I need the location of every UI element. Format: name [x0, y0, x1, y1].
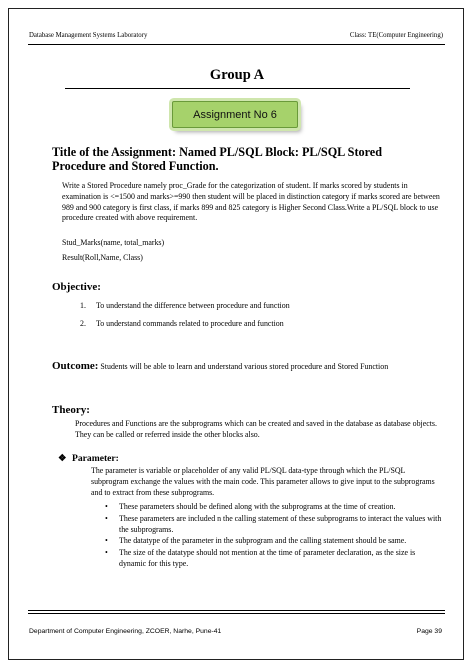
- list-item-text: The size of the datatype should not mention at the time of parameter declaration, as the size is dynamic for this type.: [119, 548, 416, 568]
- parameter-bullet-list: [102, 502, 442, 571]
- group-title: Group A: [209, 67, 265, 83]
- diamond-bullet-icon: ❖: [58, 453, 67, 464]
- objective-text: To understand commands related to procedure and function: [96, 319, 284, 328]
- table-result: Result(Roll,Name, Class): [62, 253, 143, 262]
- list-item: [102, 536, 442, 547]
- parameter-heading: Parameter:: [72, 453, 119, 464]
- objective-list: [80, 300, 440, 336]
- group-underline: [65, 88, 410, 89]
- header-lab-name: Database Management Systems Laboratory: [29, 32, 148, 39]
- bullet-icon: •: [105, 513, 108, 523]
- list-item-text: These parameters are included n the calling statement of these subprograms to interact the values with the subprograms.: [119, 513, 442, 534]
- problem-description: Write a Stored Procedure namely proc_Grade for the categorization of student. If marks scored by students in examination is <=1500 and marks>=990 then student will be placed in distinction category if marks scored are between 989 and 900 category is first class, if marks 899 and 825 category is Higher Second Class.Write a PL/SQL block to use procedure created with above requirement.: [62, 181, 440, 223]
- bullet-icon: •: [105, 548, 108, 558]
- footer-page-number: Page 39: [416, 628, 442, 635]
- objective-number: 1.: [80, 301, 86, 310]
- table-stud-marks: Stud_Marks(name, total_marks): [62, 238, 165, 247]
- objective-text: To understand the difference between procedure and function: [96, 301, 290, 310]
- outcome-heading: Outcome:: [52, 360, 99, 372]
- assignment-title: Title of the Assignment: Named PL/SQL Block: PL/SQL Stored Procedure and Stored Function.: [52, 145, 382, 173]
- header-class: Class: TE(Computer Engineering): [349, 32, 443, 39]
- objective-heading: Objective:: [52, 281, 101, 293]
- list-item: [102, 548, 442, 570]
- assignment-label: Assignment No 6: [193, 108, 277, 121]
- objective-item: [80, 300, 440, 318]
- outcome-text: Students will be able to learn and understand various stored procedure and Stored Function: [100, 362, 389, 371]
- list-item-text: The datatype of the parameter in the subprogram and the calling statement should be same.: [119, 536, 407, 546]
- theory-text: Procedures and Functions are the subprograms which can be created and saved in the database as database objects. They can be called or referred inside the other blocks also.: [75, 419, 437, 439]
- parameter-heading-row: [58, 453, 119, 464]
- bullet-icon: •: [105, 502, 108, 511]
- list-item: [102, 514, 442, 536]
- objective-number: 2.: [80, 319, 86, 328]
- footer-divider-thin: [28, 613, 445, 614]
- theory-heading: Theory:: [52, 404, 90, 416]
- footer-department: Department of Computer Engineering, ZCOER, Narhe, Pune-41: [29, 628, 222, 635]
- outcome-section: [52, 361, 432, 373]
- parameter-text: The parameter is variable or placeholder of any valid PL/SQL data-type through which the PL/SQL subprogram exchange the values with the main code. This parameter allows to give input to the subprograms and to extract from these subprograms.: [91, 466, 435, 497]
- objective-item: [80, 318, 440, 336]
- header-divider: [28, 44, 445, 45]
- list-item: [102, 502, 442, 513]
- assignment-badge: [172, 101, 298, 128]
- bullet-icon: •: [105, 536, 108, 546]
- footer-divider: [28, 610, 445, 611]
- list-item-text: These parameters should be defined along with the subprograms at the time of creation.: [119, 502, 396, 511]
